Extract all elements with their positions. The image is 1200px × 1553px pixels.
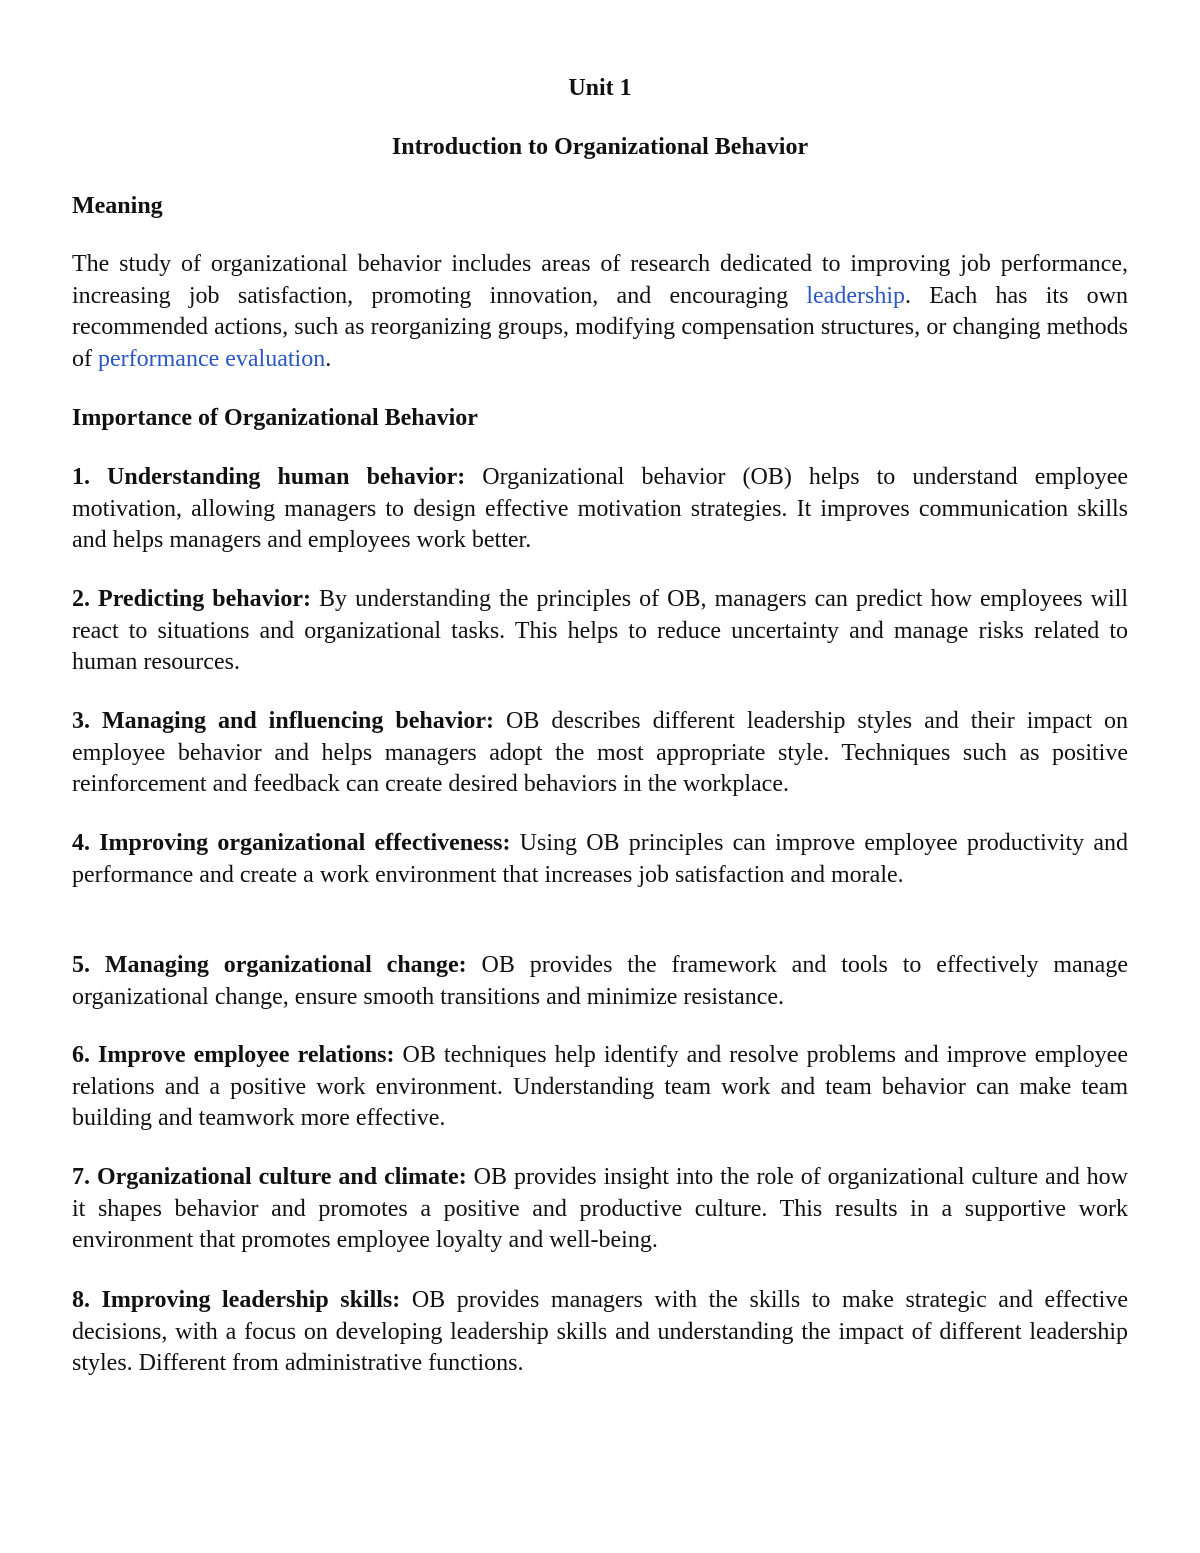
item-label: 5. Managing organizational change: <box>72 952 467 978</box>
item-label: 8. Improving leadership skills: <box>72 1287 401 1313</box>
meaning-heading: Meaning <box>72 193 163 219</box>
item-label: 4. Improving organizational effectiveness: <box>72 830 511 856</box>
importance-item-1 <box>72 462 1128 557</box>
item-label: 7. Organizational culture and climate: <box>72 1164 467 1190</box>
importance-item-5 <box>72 950 1128 1013</box>
importance-heading: Importance of Organizational Behavior <box>72 405 478 431</box>
importance-item-8 <box>72 1285 1128 1380</box>
leadership-link[interactable]: leadership <box>806 282 905 309</box>
importance-item-2 <box>72 584 1128 679</box>
item-label: 6. Improve employee relations: <box>72 1042 395 1068</box>
meaning-text-2: . Each has its own recommended actions, such as reorganizing groups, modifying compensation structures, or changing methods of <box>72 282 1129 372</box>
item-text: OB describes different leadership styles and their impact on employee behavior and helps managers adopt the most appropriate style. Techniques such as positive reinforcement and feedback can create desired behaviors in the workplace. <box>72 708 1128 797</box>
page-title: Introduction to Organizational Behavior <box>391 134 809 160</box>
item-text: OB provides managers with the skills to make strategic and effective decisions, with a focus on developing leadership skills and understanding the impact of different leadership styles. Different from administrative functions. <box>72 1287 1128 1376</box>
unit-title: Unit 1 <box>568 75 632 101</box>
performance-evaluation-link[interactable]: performance evaluation <box>98 345 326 372</box>
item-label: 3. Managing and influencing behavior: <box>72 708 495 734</box>
item-text: OB provides the framework and tools to effectively manage organizational change, ensure smooth transitions and minimize resistance. <box>72 952 1128 1010</box>
item-text: OB techniques help identify and resolve problems and improve employee relations and a positive work environment. Understanding team work and team behavior can make team building and teamwork more effective. <box>72 1042 1128 1131</box>
meaning-paragraph <box>72 249 1128 375</box>
item-text: OB provides insight into the role of organizational culture and how it shapes behavior and promotes a positive and productive culture. This results in a supportive work environment that promotes employee loyalty and well-being. <box>72 1164 1128 1253</box>
meaning-text-1: The study of organizational behavior includes areas of research dedicated to improving job performance, increasing job satisfaction, promoting innovation, and encouraging <box>72 251 1128 309</box>
importance-item-3 <box>72 706 1128 801</box>
importance-item-4 <box>72 828 1128 891</box>
item-text: Organizational behavior (OB) helps to understand employee motivation, allowing managers to design effective motivation strategies. It improves communication skills and helps managers and employees work better. <box>72 464 1128 553</box>
meaning-text-3: . <box>325 345 332 372</box>
item-text: Using OB principles can improve employee productivity and performance and create a work environment that increases job satisfaction and morale. <box>72 830 1128 888</box>
item-label: 1. Understanding human behavior: <box>72 464 466 490</box>
item-label: 2. Predicting behavior: <box>72 586 311 612</box>
importance-item-6 <box>72 1040 1128 1135</box>
importance-item-7 <box>72 1162 1128 1257</box>
item-text: By understanding the principles of OB, managers can predict how employees will react to situations and organizational tasks. This helps to reduce uncertainty and manage risks related to human resources. <box>72 586 1128 675</box>
